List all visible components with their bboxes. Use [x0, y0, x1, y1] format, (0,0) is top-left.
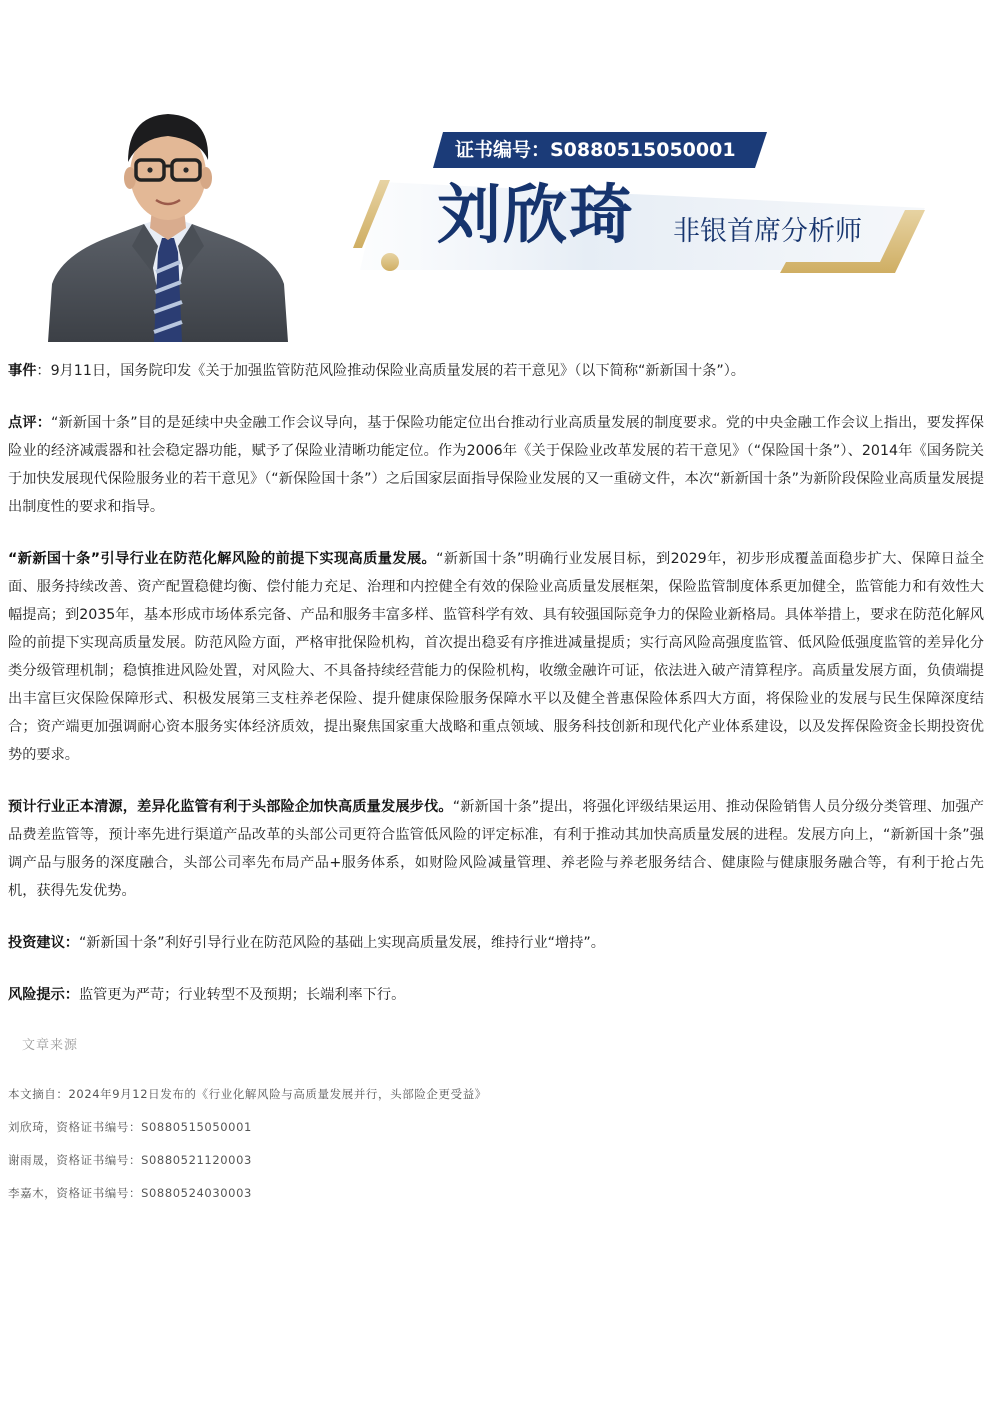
- source-line: 谢雨晟，资格证书编号：S0880521120003: [8, 1153, 252, 1167]
- paragraph-lead: 预计行业正本清源，差异化监管有利于头部险企加快高质量发展步伐。: [8, 799, 453, 815]
- paragraph-text: 监管更为严苛；行业转型不及预期；长端利率下行。: [78, 987, 406, 1003]
- paragraph-text: “新新国十条”目的是延续中央金融工作会议导向，基于保险功能定位出台推动行业高质量发展的制度要求。党的中央金融工作会议上指出，要发挥保险业的经济减震器和社会稳定器功能，赋予了保险业清晰功能定位。作为2006年《关于保险业改革发展的若干意见》（“保险国十条”）、2014年《国务院关于加快发展现代保险服务业的若干意见》（“新保险国十条”）之后国家层面指导保险业发展的又一重磅文件，本次“新新国十条”为新阶段保险业高质量发展提出制度性的要求和指导。: [8, 415, 984, 515]
- paragraph-investment-advice: [8, 929, 984, 957]
- analyst-portrait-image: [48, 96, 288, 342]
- paragraph-comment: [8, 409, 984, 521]
- analyst-banner: [0, 0, 992, 345]
- paragraph-lead: 风险提示：: [8, 987, 79, 1003]
- paragraph-lead: 事件: [8, 363, 37, 379]
- source-line: 本文摘自：2024年9月12日发布的《行业化解风险与高质量发展并行，头部险企更受益》: [8, 1087, 487, 1101]
- certificate-label: 证书编号：S0880515050001: [455, 139, 736, 161]
- paragraph-guidance: [8, 545, 984, 769]
- source-references: [8, 1078, 908, 1210]
- paragraph-text: “新新国十条”利好引导行业在防范风险的基础上实现高质量发展，维持行业“增持”。: [78, 935, 605, 951]
- paragraph-lead: “新新国十条”引导行业在防范化解风险的前提下实现高质量发展。: [8, 551, 437, 567]
- article-body: [8, 357, 984, 1033]
- paragraph-outlook: [8, 793, 984, 905]
- paragraph-text: “新新国十条”明确行业发展目标，到2029年，初步形成覆盖面稳步扩大、保障日益全面、服务持续改善、资产配置稳健均衡、偿付能力充足、治理和内控健全有效的保险业高质量发展框架，保险监管制度体系更加健全，监管能力和有效性大幅提高；到2035年，基本形成市场体系完备、产品和服务丰富多样、监管科学有效、具有较强国际竞争力的保险业新格局。具体举措上，要求在防范化解风险的前提下实现高质量发展。防范风险方面，严格审批保险机构，首次提出稳妥有序推进减量提质；实行高风险高强度监管、低风险低强度监管的差异化分类分级管理机制；稳慎推进风险处置，对风险大、不具备持续经营能力的保险机构，收缴金融许可证，依法进入破产清算程序。高质量发展方面，负债端提出丰富巨灾保险保障形式、积极发展第三支柱养老保险、提升健康保险服务保障水平以及健全普惠保险体系四大方面，将保险业的发展与民生保障深度结合；资产端更加强调耐心资本服务实体经济质效，提出聚焦国家重大战略和重点领域、服务科技创新和现代化产业体系建设，以及发挥保险资金长期投资优势的要求。: [8, 551, 985, 763]
- source-line: 李嘉木，资格证书编号：S0880524030003: [8, 1186, 252, 1200]
- paragraph-text: ：9月11日，国务院印发《关于加强监管防范风险推动保险业高质量发展的若干意见》（以下简称“新新国十条”）。: [36, 363, 745, 379]
- source-line: 刘欣琦，资格证书编号：S0880515050001: [8, 1120, 252, 1134]
- paragraph-lead: 点评：: [8, 415, 52, 431]
- analyst-name: 刘欣琦: [437, 178, 635, 253]
- paragraph-lead: 投资建议：: [8, 935, 79, 951]
- source-heading: 文章来源: [22, 1038, 79, 1053]
- paragraph-event: [8, 357, 984, 385]
- analyst-title: 非银首席分析师: [673, 216, 862, 247]
- paragraph-text: “新新国十条”提出，将强化评级结果运用、推动保险销售人员分级分类管理、加强产品费差监管等，预计率先进行渠道产品改革的头部公司更符合监管低风险的评定标准，有利于推动其加快高质量发展的进程。发展方向上，“新新国十条”强调产品与服务的深度融合，头部公司率先布局产品+服务体系，如财险风险减量管理、养老险与养老服务结合、健康险与健康服务融合等，有利于抢占先机，获得先发优势。: [8, 799, 984, 899]
- paragraph-risk-warning: [8, 981, 984, 1009]
